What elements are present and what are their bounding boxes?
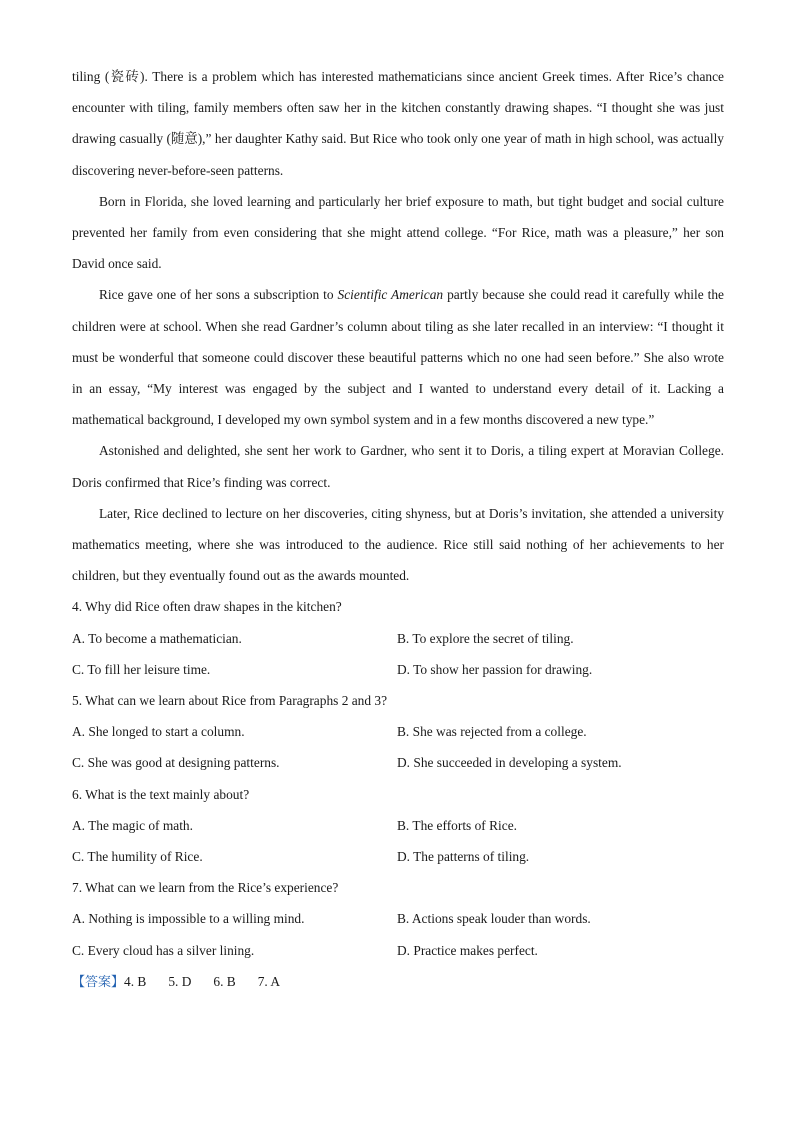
- option-d: D. The patterns of tiling.: [397, 849, 530, 865]
- answer-item: 7. A: [257, 973, 281, 989]
- passage-paragraph-4: Astonished and delighted, she sent her work to Gardner, who sent it to Doris, a tiling expert at Moravian College. Doris confirmed that Rice’s finding was correct.: [72, 443, 724, 490]
- answer-key: [72, 966, 724, 998]
- question-options: [72, 810, 724, 872]
- option-a: A. To become a mathematician.: [72, 630, 242, 646]
- question-5: [72, 685, 724, 779]
- option-c: C. The humility of Rice.: [72, 849, 203, 865]
- answer-item: 4. B: [124, 973, 147, 989]
- option-b: B. The efforts of Rice.: [397, 817, 517, 833]
- option-d: D. She succeeded in developing a system.: [397, 755, 622, 771]
- passage-paragraph-1: tiling (瓷砖). There is a problem which has interested mathematicians since ancient Greek times. After Rice’s chance encounter with tiling, family members often saw her in the kitchen constantly drawing shapes. “I thought she was just drawing casually (随意),” her daughter Kathy said. But Rice who took only one year of math in high school, was actually discovering never-before-seen patterns.: [72, 69, 724, 178]
- option-a: A. She longed to start a column.: [72, 724, 245, 740]
- option-b: B. To explore the secret of tiling.: [397, 630, 574, 646]
- document-page: [72, 61, 724, 998]
- answer-tag: 【答案】: [72, 974, 125, 990]
- question-6: [72, 779, 724, 873]
- answer-item: 6. B: [213, 973, 236, 989]
- question-stem: 6. What is the text mainly about?: [72, 786, 250, 802]
- question-options: [72, 716, 724, 778]
- passage-paragraph-5: Later, Rice declined to lecture on her discoveries, citing shyness, but at Doris’s invitation, she attended a university mathematics meeting, where she was introduced to the audience. Rice still said nothing of her achievements to her children, but they eventually found out as the awards mounted.: [72, 505, 724, 584]
- paragraph-3-text-end: partly because she could read it carefully while the children were at school. When she read Gardner’s column about tiling as she later recalled in an interview: “I thought it must be wonderful that someone could discover these beautiful patterns which no one had seen before.” She also wrote in an essay, “My interest was engaged by the subject and I wanted to understand every detail of it. Lacking a mathematical background, I developed my own symbol system and in a few months discovered a new type.”: [72, 287, 724, 428]
- option-b: B. Actions speak louder than words.: [397, 911, 591, 927]
- magazine-title: Scientific American: [337, 287, 444, 303]
- question-stem: 5. What can we learn about Rice from Paragraphs 2 and 3?: [72, 693, 388, 709]
- option-c: C. To fill her leisure time.: [72, 661, 211, 677]
- option-d: D. Practice makes perfect.: [397, 942, 538, 958]
- option-d: D. To show her passion for drawing.: [397, 661, 593, 677]
- question-stem: 7. What can we learn from the Rice’s experience?: [72, 880, 339, 896]
- option-c: C. She was good at designing patterns.: [72, 755, 280, 771]
- option-a: A. The magic of math.: [72, 817, 193, 833]
- question-options: [72, 623, 724, 685]
- question-options: [72, 903, 724, 965]
- question-stem: 4. Why did Rice often draw shapes in the kitchen?: [72, 599, 342, 615]
- option-c: C. Every cloud has a silver lining.: [72, 942, 255, 958]
- option-b: B. She was rejected from a college.: [397, 724, 587, 740]
- option-a: A. Nothing is impossible to a willing mind.: [72, 911, 305, 927]
- paragraph-3-text-start: Rice gave one of her sons a subscription to: [99, 287, 338, 303]
- answer-item: 5. D: [168, 973, 192, 989]
- question-4: [72, 591, 724, 685]
- question-7: [72, 872, 724, 966]
- passage-paragraph-3: [72, 279, 724, 435]
- passage-paragraph-2: Born in Florida, she loved learning and particularly her brief exposure to math, but tight budget and social culture prevented her family from even considering that she might attend college. “For Rice, math was a pleasure,” her son David once said.: [72, 193, 724, 272]
